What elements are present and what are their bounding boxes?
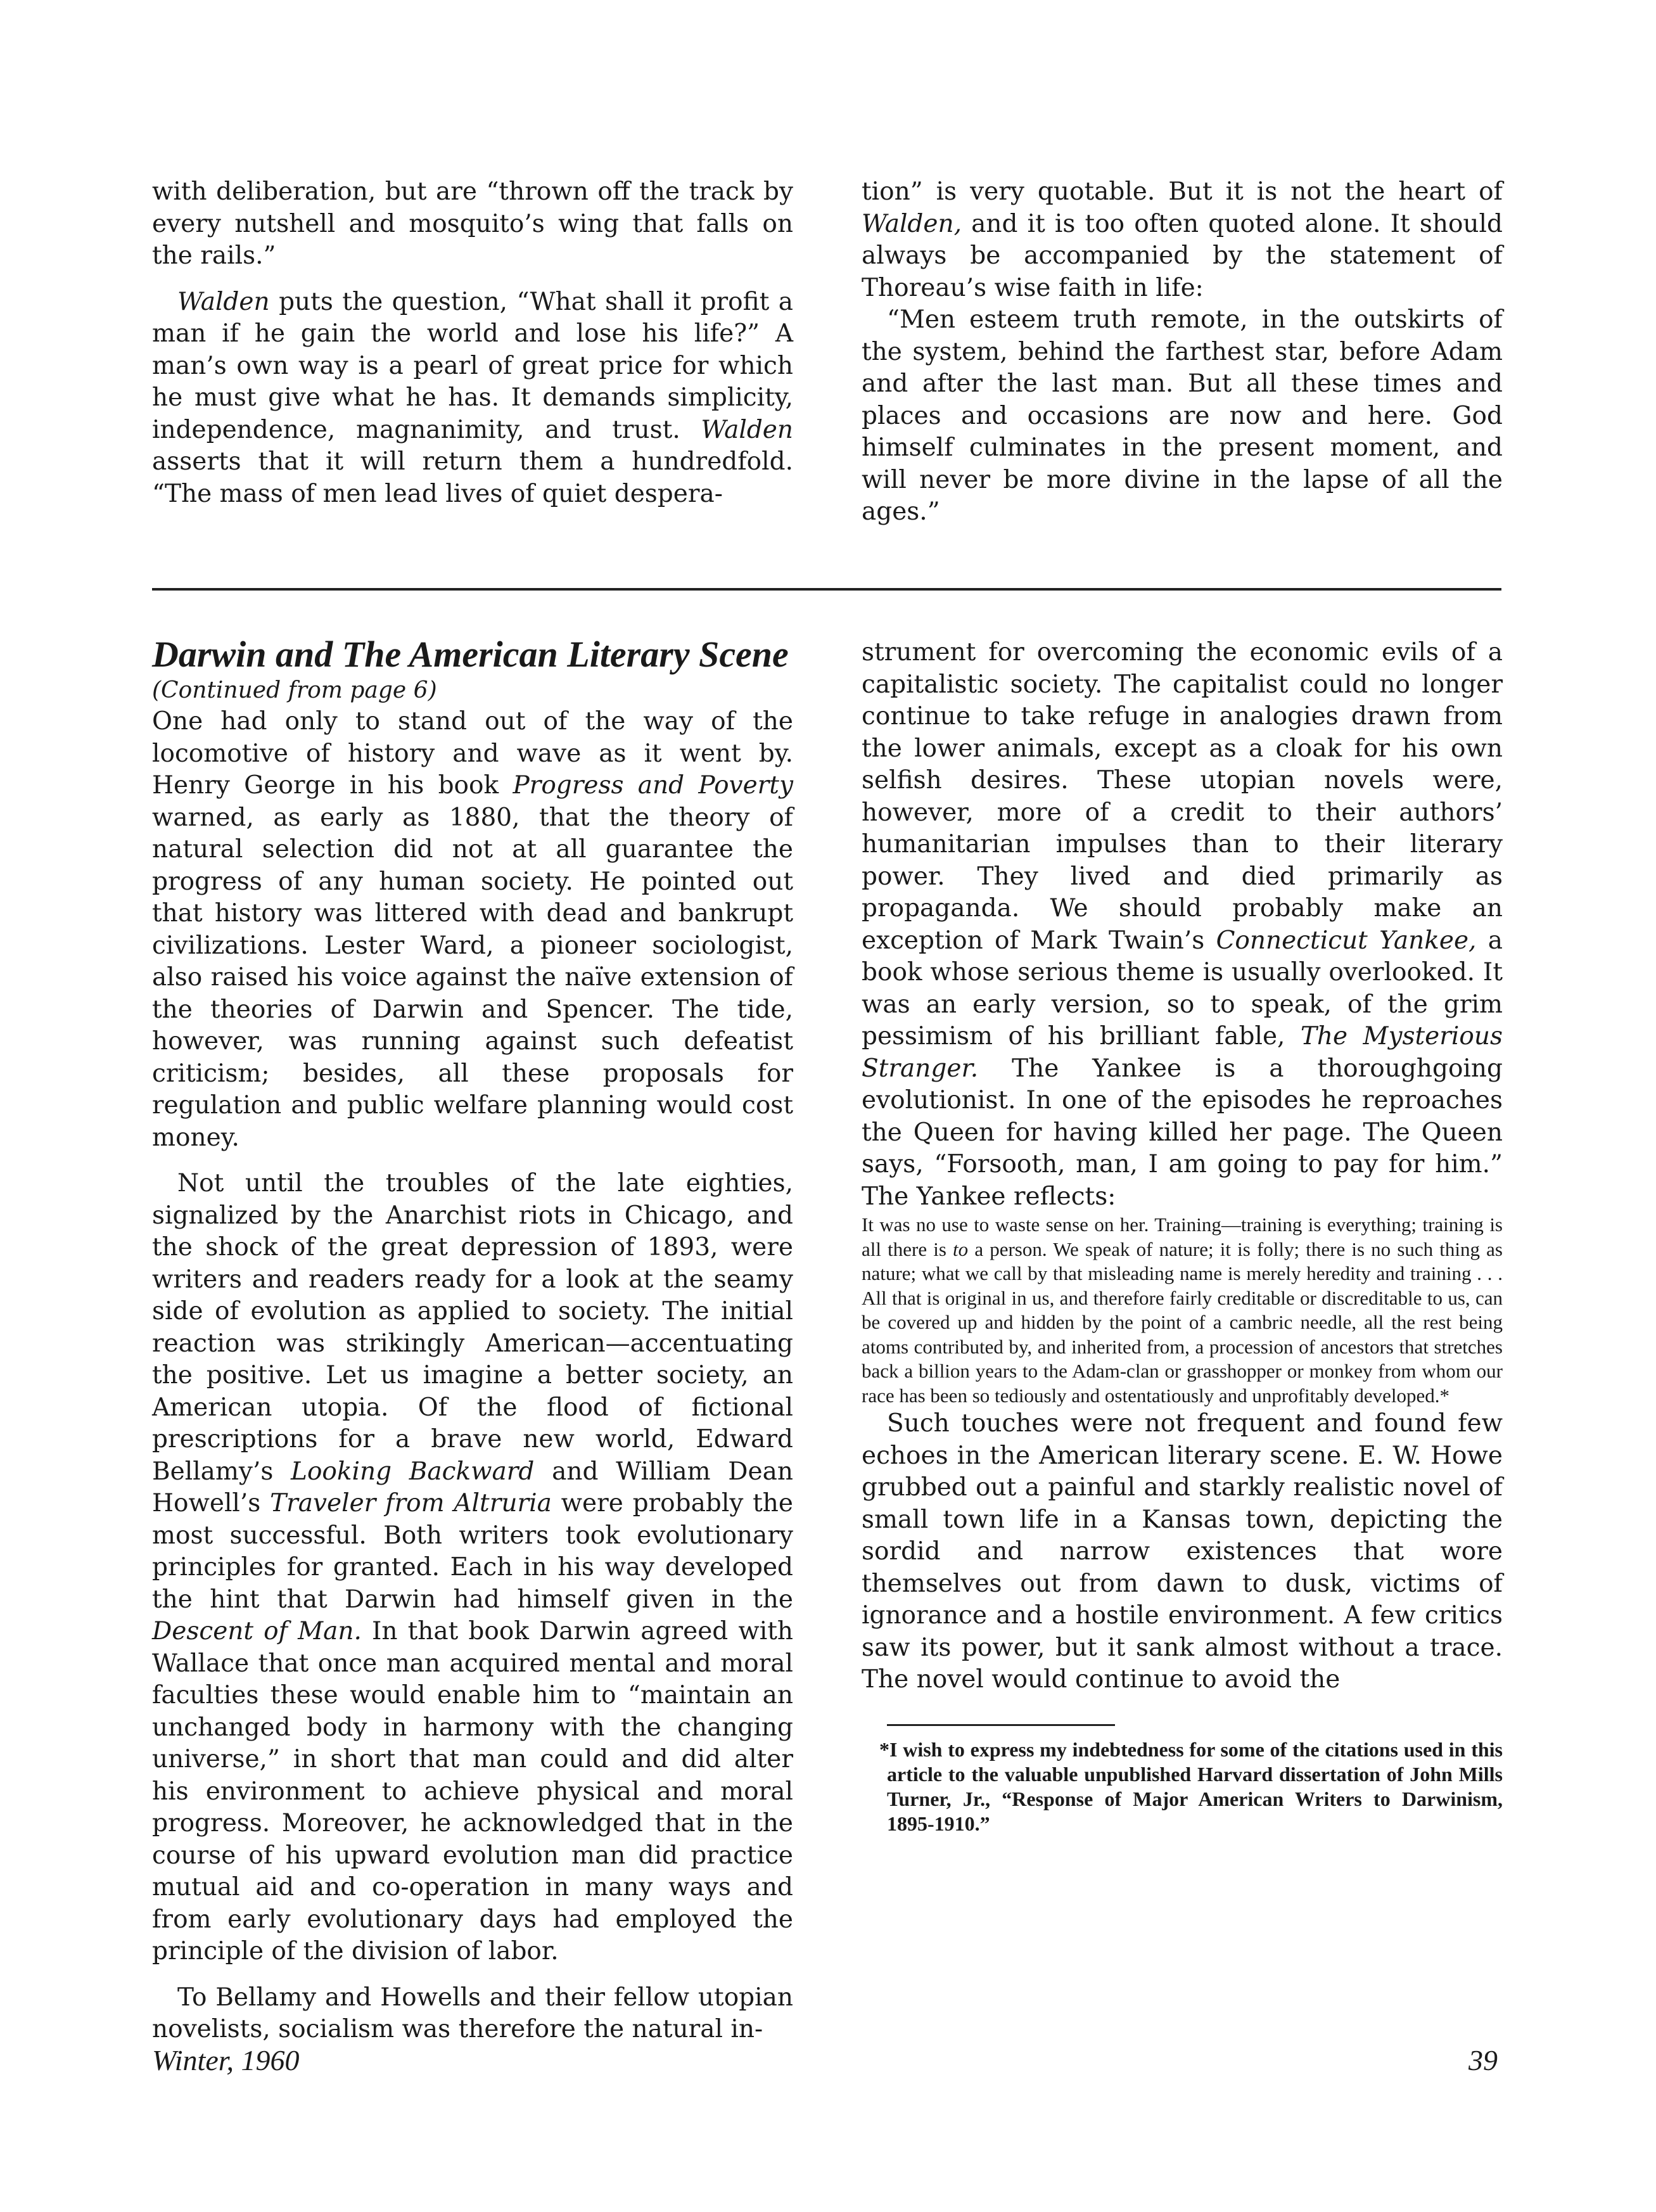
book-title: Progress and Poverty bbox=[513, 771, 794, 800]
book-title: Walden bbox=[177, 287, 270, 316]
paragraph: Walden puts the question, “What shall it profit a man if he gain the world and lose his life?” A man’s own way is a pearl of great price for which he must give what he has. It demands simplicity, independence, magnanimity, and trust. Walden asserts that it will return them a hundredfold. “The mass of men lead lives of quiet despera- bbox=[152, 287, 793, 508]
paragraph: Such touches were not frequent and found few echoes in the American literary scene. E. W. Howe grubbed out a painful and starkly realistic novel of small town life in a Kansas town, depicting the sordid and narrow existences that wore themselves out from dawn to dusk, victims of ignorance and a hostile environment. A few critics saw its power, but it sank almost without a trace. The novel would continue to avoid the bbox=[862, 1409, 1503, 1694]
book-title: Traveler from Altruria bbox=[270, 1489, 552, 1518]
book-title: Descent of Man. bbox=[152, 1617, 362, 1646]
book-title: Connecticut Yankee, bbox=[1216, 926, 1477, 955]
block-quote: It was no use to waste sense on her. Training—training is everything; training is all there is to a person. We speak of nature; it is folly; there is no such thing as nature; what we call by that misleading name is merely heredity and training . . . All that is original in us, and therefore fairly creditable or discreditable to us, can be covered up and hidden by the point of a cambric needle, all the rest being atoms contributed by, and inherited from, a procession of ancestors that stretches back a billion years to the Adam-clan or grasshopper or monkey from whom our race has been so tediously and ostentatiously and unprofitably developed.* bbox=[862, 1213, 1503, 1407]
paragraph: Not until the troubles of the late eighties, signalized by the Anarchist riots in Chicago, and the shock of the great depression of 1893, were writers and readers ready for a look at the seamy side of evolution as applied to society. The initial reaction was strikingly American—accentuating the positive. Let us imagine a better society, an American utopia. Of the flood of fictional prescriptions for a brave new world, Edward Bellamy’s Looking Backward and William Dean Howell’s Traveler from Altruria were probably the most successful. Both writers took evolutionary principles for granted. Each in his way developed the hint that Darwin had himself given in the Descent of Man. In that book Darwin agreed with Wallace that once man acquired mental and moral faculties these would enable him to “maintain an unchanged body in harmony with the changing universe,” in short that man could and did alter his environment to achieve physical and moral progress. Moreover, he acknowledged that in the course of his upward evolution man did practice mutual aid and co-operation in many ways and from early evolutionary days had employed the principle of the division of labor. bbox=[152, 1169, 793, 1966]
paragraph: To Bellamy and Howells and their fellow utopian novelists, socialism was therefore the natural in- bbox=[152, 1983, 793, 2043]
continued-note: (Continued from page 6) bbox=[152, 677, 437, 703]
article-title: Darwin and The American Literary Scene bbox=[152, 634, 789, 675]
article-left-column bbox=[152, 634, 793, 2046]
book-title: Walden bbox=[701, 415, 793, 444]
section-divider bbox=[152, 588, 1501, 591]
book-title: Looking Backward bbox=[291, 1457, 535, 1486]
paragraph: tion” is very quotable. But it is not the heart of Walden, and it is too often quoted alone. It should always be accompanied by the statement of Thoreau’s wise faith in life: bbox=[862, 177, 1503, 302]
issue-date: Winter, 1960 bbox=[152, 2044, 300, 2076]
quote-paragraph: “Men esteem truth remote, in the outskirts of the system, behind the farthest star, before Adam and after the last man. But all these times and places and occasions are now and here. God himself culminates in the present moment, and will never be more divine in the lapse of all the ages.” bbox=[862, 305, 1503, 526]
footnote: *I wish to express my indebtedness for some of the citations used in this article to the valuable unpublished Harvard dissertation of John Mills Turner, Jr., “Response of Major American Writers to Darwinism, 1895-1910.” bbox=[879, 1737, 1503, 1835]
paragraph: with deliberation, but are “thrown off the track by every nutshell and mosquito’s wing that falls on the rails.” bbox=[152, 177, 793, 270]
paragraph: One had only to stand out of the way of the locomotive of history and wave as it went by. Henry George in his book Progress and Poverty warned, as early as 1880, that the theory of natural selection did not at all guarantee the progress of any human society. He pointed out that history was littered with dead and bankrupt civilizations. Lester Ward, a pioneer sociologist, also raised his voice against the naïve extension of the theories of Darwin and Spencer. The tide, however, was running against such defeatist criticism; besides, all these proposals for regulation and public welfare planning would cost money. bbox=[152, 707, 794, 1152]
footnote-divider bbox=[887, 1724, 1115, 1726]
book-title: Walden, bbox=[862, 209, 962, 238]
page-number: 39 bbox=[1468, 2044, 1498, 2076]
article-right-column bbox=[862, 637, 1503, 1836]
paragraph: strument for overcoming the economic evils of a capitalistic society. The capitalist could no longer continue to take refuge in analogies drawn from the lower animals, except as a cloak for his own selfish desires. These utopian novels were, however, more of a credit to their authors’ humanitarian impulses than to their literary power. They lived and died primarily as propaganda. We should probably make an exception of Mark Twain’s Connecticut Yankee, a book whose serious theme is usually overlooked. It was an early version, so to speak, of the grim pessimism of his brilliant fable, The Mysterious Stranger. The Yankee is a thoroughgoing evolutionist. In one of the episodes he reproaches the Queen for having killed her page. The Queen says, “Forsooth, man, I am going to pay for him.” The Yankee reflects: bbox=[862, 638, 1503, 1211]
book-title: The Mysterious Stranger. bbox=[862, 1022, 1503, 1083]
top-left-column bbox=[152, 176, 793, 510]
top-right-column bbox=[862, 176, 1503, 528]
